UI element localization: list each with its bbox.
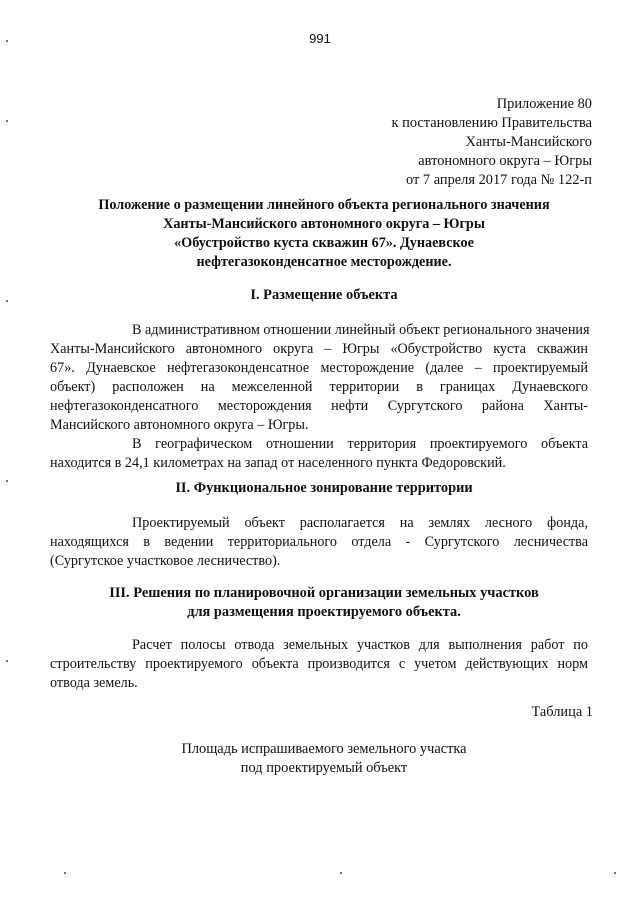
paragraph-line: В административном отношении линейный объект регионального значения (132, 322, 590, 338)
section-heading-line: для размещения проектируемого объекта. (187, 604, 461, 620)
section-heading-line: I. Размещение объекта (250, 287, 398, 303)
paragraph-line: объект) расположен на межселенной территории в границах Дунаевского (50, 379, 588, 395)
paragraph-line: находящихся в ведении территориального отдела - Сургутского лесничества (50, 534, 588, 550)
section-3-paragraph-1 (50, 636, 588, 693)
section-heading-line: III. Решения по планировочной организации земельных участков (109, 585, 539, 601)
table-title (60, 740, 588, 778)
scan-mark (6, 660, 8, 662)
scan-mark (614, 872, 616, 874)
appendix-line: Приложение 80 (496, 96, 592, 112)
table-caption: Таблица 1 (531, 704, 593, 720)
table-title-line: Площадь испрашиваемого земельного участка (181, 741, 467, 757)
paragraph-line: Ханты-Мансийского автономного округа – Югры «Обустройство куста скважин (50, 341, 588, 357)
appendix-block (392, 95, 592, 190)
title-line: «Обустройство куста скважин 67». Дунаевское (174, 235, 474, 251)
paragraph-line: В географическом отношении территория проектируемого объекта (132, 436, 588, 452)
title-line: Положение о размещении линейного объекта регионального значения (98, 197, 550, 213)
appendix-line: от 7 апреля 2017 года № 122-п (406, 172, 592, 188)
paragraph-line: 67». Дунаевское нефтегазоконденсатное месторождение (далее – проектируемый (50, 360, 588, 376)
appendix-line: к постановлению Правительства (391, 115, 592, 131)
paragraph-line: (Сургутское участковое лесничество). (50, 553, 281, 569)
section-3-heading (60, 584, 588, 622)
scan-mark (64, 872, 66, 874)
page-number: 991 (309, 31, 331, 46)
paragraph-line: находится в 24,1 километрах на запад от населенного пункта Федоровский. (50, 455, 506, 471)
appendix-line: автономного округа – Югры (418, 153, 592, 169)
scan-mark (340, 872, 342, 874)
paragraph-line: отвода земель. (50, 675, 138, 691)
paragraph-line: Мансийского автономного округа – Югры. (50, 417, 309, 433)
scan-mark (6, 480, 8, 482)
paragraph-line: Проектируемый объект располагается на землях лесного фонда, (132, 515, 588, 531)
section-2-heading (60, 479, 588, 498)
title-line: Ханты-Мансийского автономного округа – Югры (163, 216, 485, 232)
section-1-paragraph-2 (50, 435, 588, 473)
section-heading-line: II. Функциональное зонирование территории (175, 480, 473, 496)
title-line: нефтегазоконденсатное месторождение. (196, 254, 452, 270)
section-1-heading (60, 286, 588, 305)
section-2-paragraph-1 (50, 514, 588, 571)
table-title-line: под проектируемый объект (240, 760, 408, 776)
scan-mark (6, 120, 8, 122)
appendix-line: Ханты-Мансийского (465, 134, 592, 150)
paragraph-line: нефтегазоконденсатного месторождения нефти Сургутского района Ханты- (50, 398, 588, 414)
paragraph-line: Расчет полосы отвода земельных участков для выполнения работ по (132, 637, 588, 653)
paragraph-line: строительству проектируемого объекта производится с учетом действующих норм (50, 656, 588, 672)
section-1-paragraph-1 (50, 321, 590, 435)
scan-mark (6, 300, 8, 302)
scan-mark (6, 40, 8, 42)
document-title (60, 196, 588, 272)
